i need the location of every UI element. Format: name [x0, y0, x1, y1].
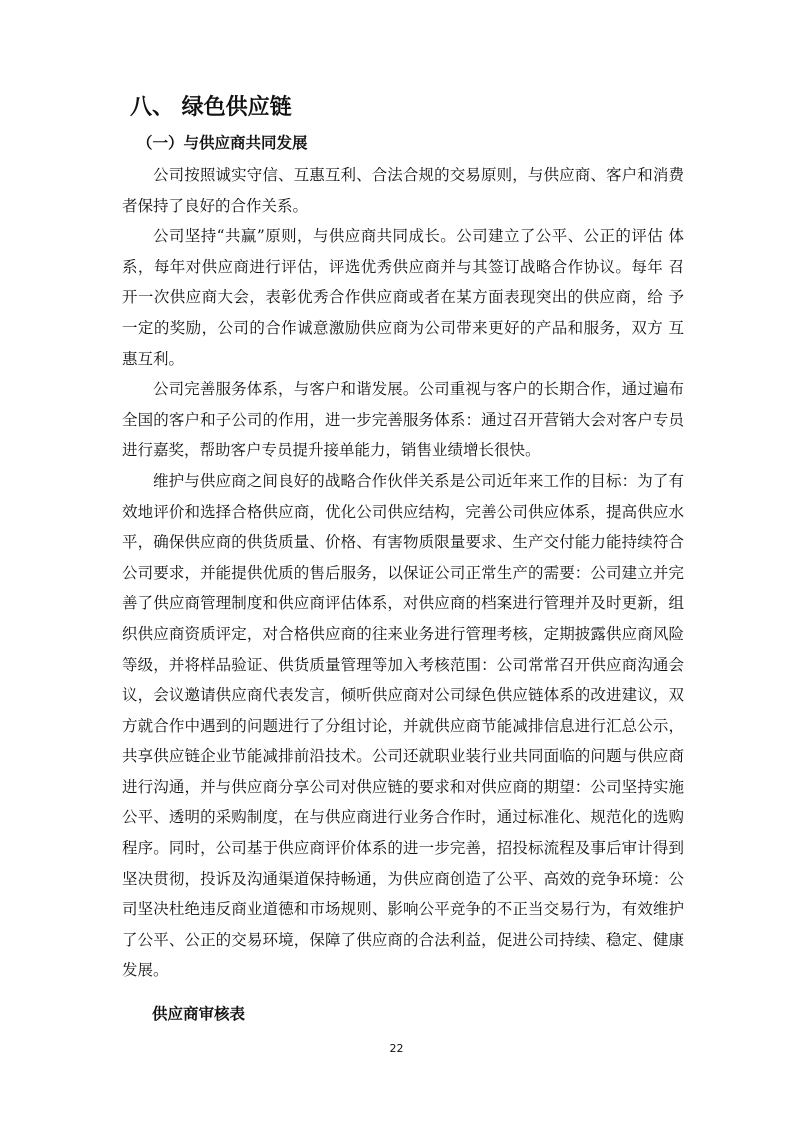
body-text: [122, 160, 684, 986]
paragraph-partner-relations: 公司按照诚实守信、互惠互利、合法合规的交易原则，与供应商、客户和消费者保持了良好的合作关系。: [122, 166, 684, 215]
table-caption: 供应商审核表: [152, 1005, 246, 1023]
subsection-title: （一）与供应商共同发展: [137, 133, 308, 152]
paragraph-win-win: 公司坚持“共赢”原则，与供应商共同成长。公司建立了公平、公正的评估 体系，每年对供应商进行评估，评选优秀供应商并与其签订战略合作协议。每年 召开一次供应商大会，表彰优秀合作供应商或者在某方面表现突出的供应商，给 予一定的奖励，公司的合作诚意激励供应商为公司带来更好的产品和服务，双方 互惠互利。: [122, 227, 684, 368]
paragraph-service-system: 公司完善服务体系，与客户和谐发展。公司重视与客户的长期合作，通过遍布全国的客户和子公司的作用，进一步完善服务体系：通过召开营销大会对客户专员进行嘉奖，帮助客户专员提升接单能力，销售业绩增长很快。: [122, 380, 684, 460]
paragraph-strategic-partnership: 维护与供应商之间良好的战略合作伙伴关系是公司近年来工作的目标：为了有效地评价和选择合格供应商，优化公司供应结构，完善公司供应体系，提高供应水平，确保供应商的供货质量、价格、有害物质限量要求、生产交付能力能持续符合公司要求，并能提供优质的售后服务，以保证公司正常生产的需要：公司建立并完善了供应商管理制度和供应商评估体系，对供应商的档案进行管理并及时更新，组织供应商资质评定，对合格供应商的往来业务进行管理考核，定期披露供应商风险等级，并将样品验证、供货质量管理等加入考核范围：公司常常召开供应商沟通会议，会议邀请供应商代表发言，倾听供应商对公司绿色供应链体系的改进建议，双方就合作中遇到的问题进行了分组讨论，并就供应商节能减排信息进行汇总公示，共享供应链企业节能减排前沿技术。公司还就职业装行业共同面临的问题与供应商进行沟通，并与供应商分享公司对供应链的要求和对供应商的期望：公司坚持实施公平、透明的采购制度，在与供应商进行业务合作时，通过标准化、规范化的选购程序。同时，公司基于供应商评价体系的进一步完善，招投标流程及事后审计得到坚决贯彻，投诉及沟通渠道保持畅通，为供应商创造了公平、高效的竞争环境：公司坚决杜绝违反商业道德和市场规则、影响公平竞争的不正当交易行为，有效维护了公平、公正的交易环境，保障了供应商的合法利益，促进公司持续、稳定、健康发展。: [122, 471, 684, 980]
section-title: 八、 绿色供应链: [130, 95, 292, 120]
page-number: 22: [389, 1042, 404, 1055]
